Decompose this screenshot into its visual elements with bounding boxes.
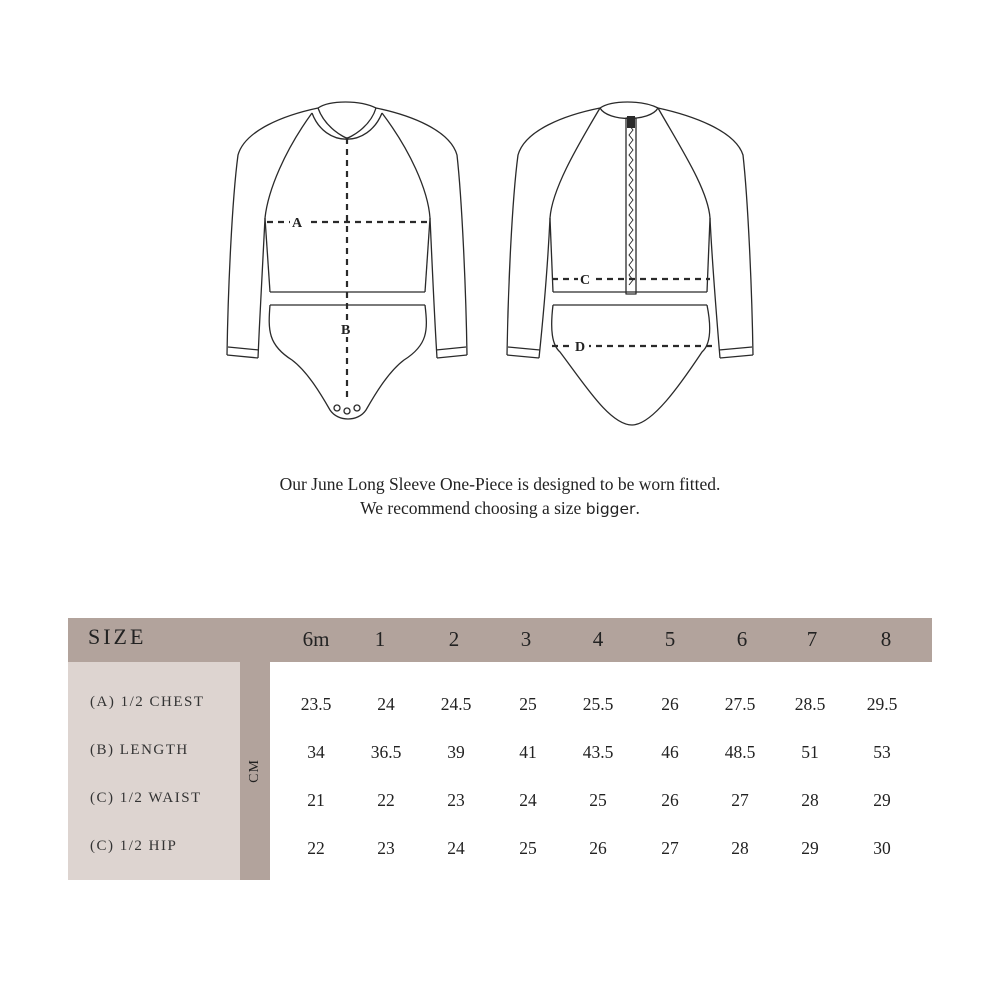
unit-label: CM [246,759,262,783]
table-cell: 24.5 [440,694,472,714]
measure-label-a: A [292,216,303,231]
row-label-chest: (A) 1/2 CHEST [90,694,205,710]
table-cell: 22 [377,790,395,810]
garment-diagram [0,0,1000,450]
size-col-header: 7 [806,627,818,651]
table-cell: 23 [447,790,465,810]
size-col-header: 6 [736,627,748,651]
table-cell: 53 [873,742,891,762]
table-cell: 27 [661,838,679,858]
table-cell: 27.5 [724,694,756,714]
table-cell: 24 [377,694,395,714]
size-col-header: 8 [880,627,892,651]
measurement-label-column [68,662,240,880]
table-cell: 25 [519,838,537,858]
table-cell: 21 [307,790,325,810]
row-label-length: (B) LENGTH [90,742,189,758]
size-col-header: 4 [592,627,604,651]
table-cell: 30 [873,838,891,858]
fit-note-line1: Our June Long Sleeve One-Piece is designed to be worn fitted. [279,474,721,494]
table-cell: 34 [307,742,325,762]
size-col-header: 2 [448,627,460,651]
table-cell: 28.5 [794,694,826,714]
table-cell: 24 [447,838,465,858]
table-cell: 22 [307,838,325,858]
table-cell: 25.5 [582,694,614,714]
table-cell: 29 [873,790,891,810]
size-chart-table [68,618,932,880]
fit-note-line2 [0,496,1000,521]
size-col-header: 6m [302,627,330,651]
table-cell: 24 [519,790,537,810]
fit-note [0,472,1000,521]
fit-note-prefix: We recommend choosing a size [360,498,586,518]
table-cell: 46 [661,742,679,762]
table-cell: 29 [801,838,819,858]
table-cell: 29.5 [866,694,898,714]
size-heading: SIZE [88,624,147,649]
table-cell: 26 [661,790,679,810]
table-cell: 23.5 [300,694,332,714]
table-cell: 48.5 [724,742,756,762]
table-cell: 26 [661,694,679,714]
table-cell: 25 [589,790,607,810]
measure-label-d: D [575,340,586,355]
table-cell: 26 [589,838,607,858]
table-cell: 23 [377,838,395,858]
size-col-header: 5 [664,627,676,651]
fit-note-suffix: . [635,498,640,518]
table-cell: 39 [447,742,465,762]
table-cell: 41 [519,742,537,762]
size-col-header: 1 [374,627,386,651]
size-col-header: 3 [520,627,532,651]
size-header-row [68,618,932,662]
table-cell: 43.5 [582,742,614,762]
table-cell: 36.5 [370,742,402,762]
fit-note-emphasis: bigger [585,500,636,518]
table-cell: 28 [731,838,749,858]
zipper [629,125,633,285]
table-cell: 25 [519,694,537,714]
table-cell: 28 [801,790,819,810]
row-label-waist: (C) 1/2 WAIST [90,790,202,806]
table-cell: 51 [801,742,819,762]
row-label-hip: (C) 1/2 HIP [90,838,178,854]
measure-label-c: C [580,273,591,288]
unit-column [240,662,270,880]
measure-label-b: B [341,323,351,338]
table-cell: 27 [731,790,749,810]
